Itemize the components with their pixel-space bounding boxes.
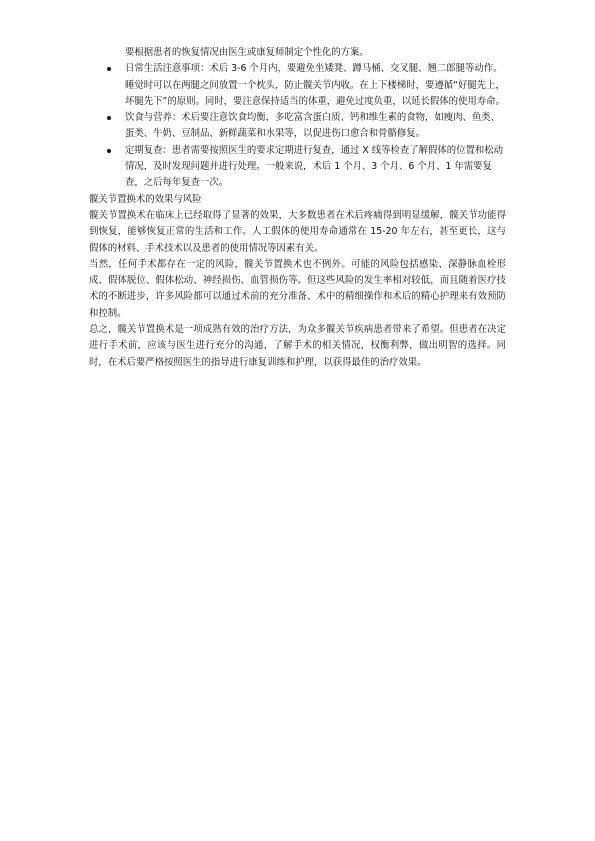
bullet-icon (107, 67, 111, 71)
list-item-text: 日常生活注意事项：术后 3-6 个月内，要避免坐矮凳、蹲马桶、交叉腿、翘二郎腿等动作。睡觉时可以在两腿之间放置一个枕头，防止髋关节内收。在上下楼梯时，要遵循“好腿先上，坏腿先下”的原则。同时，要注意保持适当的体重，避免过度负重，以延长假体的使用寿命。 (125, 63, 505, 107)
paragraph: 总之，髋关节置换术是一项成熟有效的治疗方法，为众多髋关节疾病患者带来了希望。但患者在决定进行手术前，应该与医生进行充分的沟通，了解手术的相关情况，权衡利弊，做出明智的选择。同时，在术后要严格按照医生的指导进行康复训练和护理，以获得最佳的治疗效果。 (89, 324, 506, 368)
list-item (89, 61, 506, 110)
list-item (89, 110, 506, 143)
bullet-icon (107, 116, 111, 120)
section-heading: 髋关节置换术的效果与风险 (89, 193, 202, 205)
list-item-text: 饮食与营养：术后要注意饮食均衡，多吃富含蛋白质、钙和维生素的食物，如瘦肉、鱼类、蛋类、牛奶、豆制品、新鲜蔬菜和水果等，以促进伤口愈合和骨骼修复。 (125, 112, 501, 140)
list-item-text: 定期复查：患者需要按照医生的要求定期进行复查，通过 X 线等检查了解假体的位置和松动情况，及时发现问题并进行处理。一般来说，术后 1 个月、3 个月、6 个月、1 年需要复查，之后每年复查一次。 (125, 144, 504, 189)
intro-continuation: 要根据患者的恢复情况由医生或康复师制定个性化的方案。 (125, 47, 369, 58)
guidance-list (89, 61, 506, 191)
bullet-icon (107, 149, 111, 153)
list-item (89, 143, 506, 192)
paragraph: 当然，任何手术都存在一定的风险，髋关节置换术也不例外。可能的风险包括感染、深静脉血栓形成、假体脱位、假体松动、神经损伤、血管损伤等。但这些风险的发生率相对较低，而且随着医疗技术的不断进步，许多风险都可以通过术前的充分准备、术中的精细操作和术后的精心护理来有效预防和控制。 (89, 258, 506, 319)
paragraph: 髋关节置换术在临床上已经取得了显著的效果，大多数患者在术后疼痛得到明显缓解，髋关节功能得到恢复，能够恢复正常的生活和工作。人工假体的使用寿命通常在 15-20 年左右，甚至更长，这与假体的材料、手术技术以及患者的使用情况等因素有关。 (89, 209, 506, 254)
document-body (89, 45, 506, 371)
